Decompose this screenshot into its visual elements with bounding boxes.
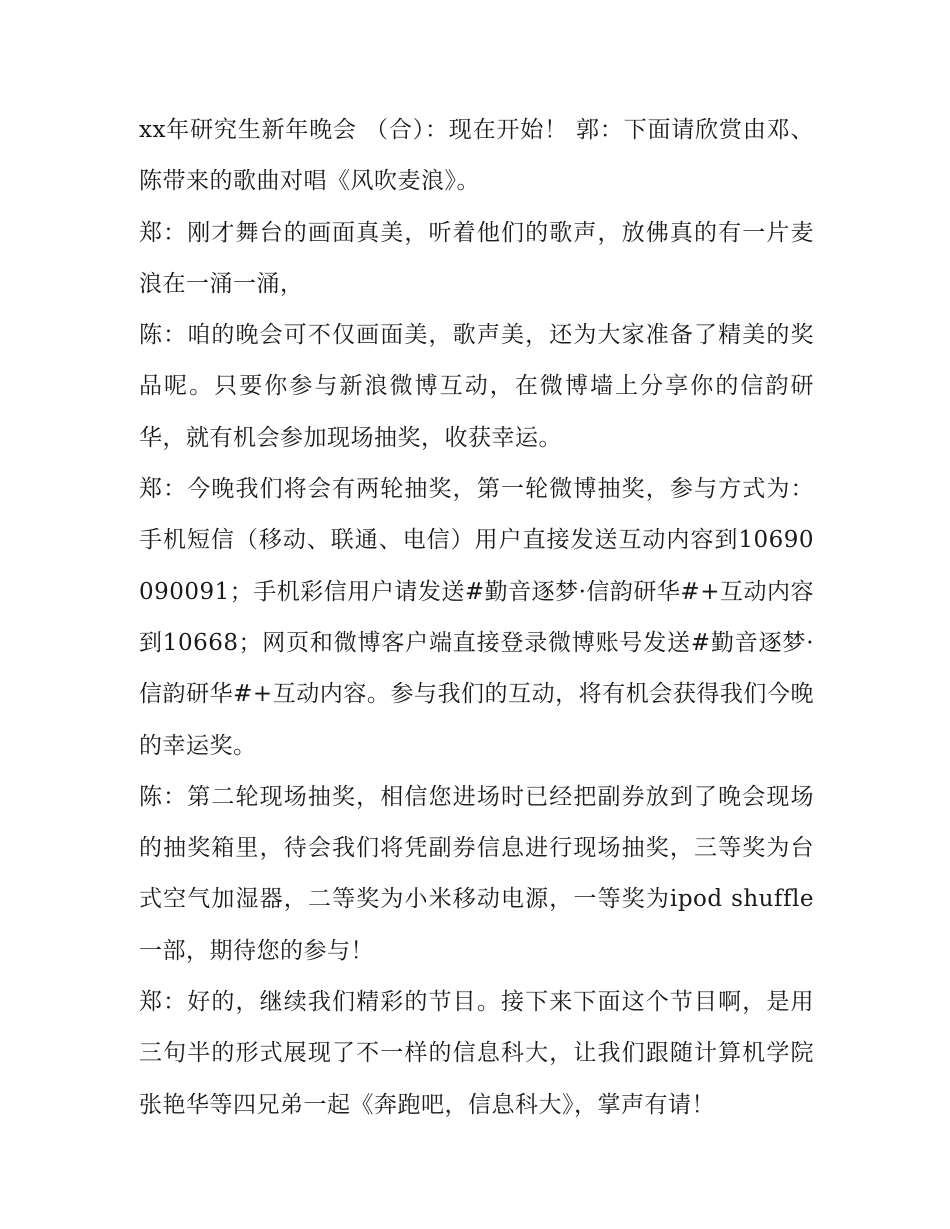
paragraph-zheng-3: 郑：好的，继续我们精彩的节目。接下来下面这个节目啊，是用三句半的形式展现了不一样的信息科大，让我们跟随计算机学院张艳华等四兄弟一起《奔跑吧，信息科大》，掌声有请！ bbox=[139, 989, 814, 1118]
paragraph-zheng-2: 郑：今晚我们将会有两轮抽奖，第一轮微博抽奖，参与方式为：手机短信（移动、联通、电信）用户直接发送互动内容到10690090091；手机彩信用户请发送#勤音逐梦·信韵研华#+互动内容到10668；网页和微博客户端直接登录微博账号发送#勤音逐梦·信韵研华#+互动内容。参与我们的互动，将有机会获得我们今晚的幸运奖。 bbox=[139, 476, 814, 759]
paragraph-opening: xx年研究生新年晚会 （合）：现在开始！ 郭：下面请欣赏由邓、陈带来的歌曲对唱《风吹麦浪》。 bbox=[139, 117, 814, 195]
paragraph-chen-2: 陈：第二轮现场抽奖，相信您进场时已经把副券放到了晚会现场的抽奖箱里，待会我们将凭副券信息进行现场抽奖，三等奖为台式空气加湿器，二等奖为小米移动电源，一等奖为ipod shuffle一部，期待您的参与！ bbox=[139, 783, 814, 964]
paragraph-chen-1: 陈：咱的晚会可不仅画面美，歌声美，还为大家准备了精美的奖品呢。只要你参与新浪微博互动，在微博墙上分享你的信韵研华，就有机会参加现场抽奖，收获幸运。 bbox=[139, 322, 814, 451]
document-body bbox=[139, 105, 814, 1131]
paragraph-zheng-1: 郑：刚才舞台的画面真美，听着他们的歌声，放佛真的有一片麦浪在一涌一涌， bbox=[139, 219, 814, 297]
